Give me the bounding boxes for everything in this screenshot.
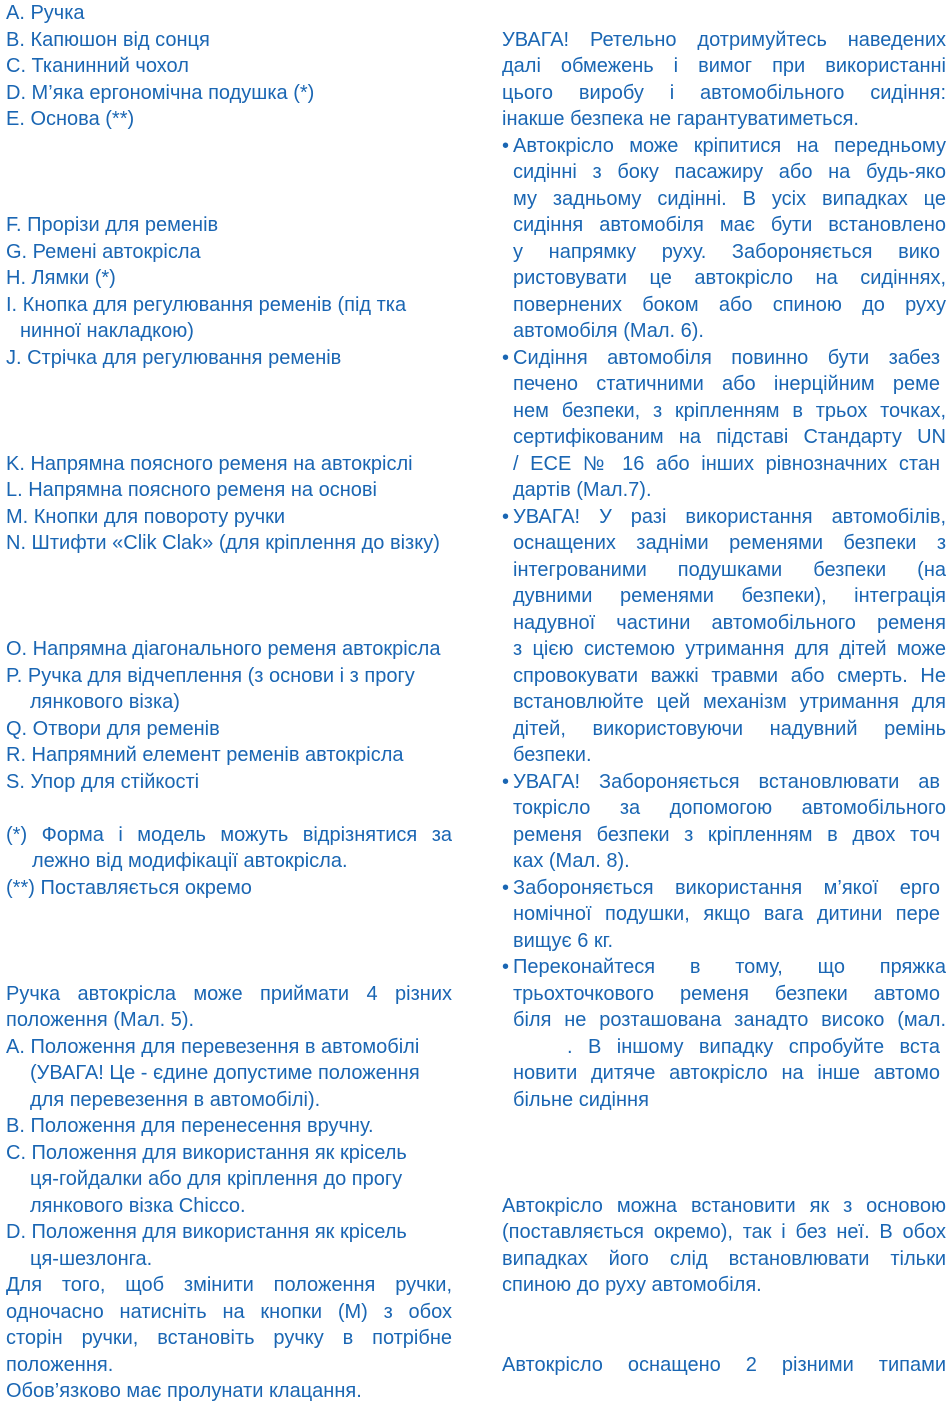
bullet-line: інтегрованими подушками безпеки (на <box>513 558 946 581</box>
position-item-continued: ця-шезлонга. <box>30 1247 153 1270</box>
bullet-line: біля не розташована занадто високо (мал. <box>513 1009 946 1031</box>
paragraph-line: Для того, щоб змінити положення ручки, <box>6 1274 452 1296</box>
bullet-line: нем безпеки, з кріпленням в трьох точках, <box>513 399 946 422</box>
bullet-line: сидіння автомобіля має бути встановлено <box>513 214 946 236</box>
bullet-line: з цією системою утримання для дітей може <box>513 638 946 660</box>
component-item: R. Напрямний елемент ременів автокрісла <box>6 744 404 766</box>
spacer <box>502 1299 946 1352</box>
footnote-continued: лежно від модифікації автокрісла. <box>32 850 348 872</box>
bullet-line: повернених боком або спиною до руху <box>513 293 946 316</box>
component-item: P. Ручка для відчеплення (з основи і з прогу <box>6 664 415 687</box>
bullet-line: сертифікованим на підставі Стандарту UN <box>513 426 946 448</box>
bullet-line: спровокувати важкі травми або смерть. Не <box>513 664 946 687</box>
bullet-line: номічної подушки, якщо вага дитини пере <box>513 903 940 925</box>
component-item: M. Кнопки для повороту ручки <box>6 505 286 528</box>
bullet-line: новити дитяче автокрісло на інше автомо <box>513 1062 940 1084</box>
component-item: A. Ручка <box>6 2 85 24</box>
position-item: A. Положення для перевезення в автомобілі <box>6 1035 420 1058</box>
spacer <box>6 371 452 451</box>
component-item-continued: лянкового візка) <box>30 691 180 713</box>
bullet-line: дартів (Мал.7). <box>513 479 652 501</box>
spacer <box>6 795 452 822</box>
bullet-line: ристовувати це автокрісло на сидіннях, <box>513 267 946 289</box>
bullet-line: Сидіння автомобіля повинно бути забез <box>513 346 940 369</box>
footnote: (*) Форма і модель можуть відрізнятися за <box>6 823 452 846</box>
component-item: N. Штифти «Clik Clak» (для кріплення до візку) <box>6 532 440 554</box>
components-list-a <box>6 0 452 133</box>
component-item: E. Основа (**) <box>6 108 135 130</box>
bullet-icon: • <box>502 876 510 899</box>
bullet-line: оснащених задніми ременями безпеки з <box>513 532 946 554</box>
paragraph-line: Обов’язково має пролунати клацання. <box>6 1380 362 1402</box>
position-item-continued: для перевезення в автомобілі). <box>30 1088 321 1111</box>
paragraph-line: інакше безпека не гарантуватиметься. <box>502 108 859 130</box>
component-item: I. Кнопка для регулювання ременів (під тка <box>6 293 407 316</box>
position-item-continued: лянкового візка Chicco. <box>30 1194 246 1217</box>
bullet-line: . В іншому випадку спробуйте вста <box>567 1035 940 1058</box>
footnote: (**) Поставляється окремо <box>6 876 252 899</box>
spacer <box>6 901 452 981</box>
position-item: B. Положення для перенесення вручну. <box>6 1115 374 1137</box>
bullet-line: автомобіля (Мал. 6). <box>513 320 704 342</box>
bullet-item <box>502 133 946 345</box>
component-item: D. М’яка ергономічна подушка (*) <box>6 81 315 104</box>
component-item: L. Напрямна поясного ременя на основі <box>6 479 377 501</box>
paragraph-line: Ручка автокрісла може приймати 4 різних <box>6 982 452 1005</box>
component-item: J. Стрічка для регулювання ременів <box>6 346 342 369</box>
belt-types-intro <box>502 1352 946 1379</box>
paragraph-line: Автокрісло можна встановити як з основою <box>502 1194 946 1217</box>
component-item: H. Лямки (*) <box>6 267 116 289</box>
bullet-line: Забороняється використання м’якої ерго <box>513 876 940 899</box>
paragraph-line: цього виробу і автомобільного сидіння: <box>502 81 946 104</box>
components-list-d <box>6 636 452 795</box>
bullet-line: сидінні з боку пасажиру або на будь-яко <box>513 161 946 183</box>
position-item-continued: (УВАГА! Це - єдине допустиме положення <box>30 1062 420 1084</box>
bullet-line: ременя безпеки з кріпленням в двох точ <box>513 823 940 846</box>
bullet-line: токрісло за допомогою автомобільного <box>513 797 946 819</box>
bullet-item <box>502 875 946 955</box>
paragraph-line: сторін ручки, встановіть ручку в потрібне <box>6 1327 452 1349</box>
base-installation-text <box>502 1193 946 1299</box>
component-item: O. Напрямна діагонального ременя автокрісла <box>6 638 441 660</box>
bullet-line: надувної частини автомобільного ременя <box>513 611 946 634</box>
bullet-item <box>502 504 946 769</box>
bullet-item <box>502 954 946 1113</box>
bullet-item <box>502 345 946 504</box>
component-item-continued: нинної накладкою) <box>20 320 194 342</box>
spacer <box>6 133 452 213</box>
component-item: B. Капюшон від сонця <box>6 28 210 51</box>
warning-intro <box>502 27 946 133</box>
bullet-item <box>502 769 946 875</box>
bullet-line: му задньому сидінні. В усіх випадках це <box>513 187 946 210</box>
bullet-icon: • <box>502 346 510 369</box>
paragraph-line: Автокрісло оснащено 2 різними типами <box>502 1353 946 1376</box>
bullet-line: Переконайтеся в тому, що пряжка <box>513 956 946 978</box>
bullet-line: дувними ременями безпеки), інтеграція <box>513 585 946 607</box>
bullet-line: дітей, використовуючи надувний ремінь <box>513 717 946 740</box>
bullet-line: ках (Мал. 8). <box>513 850 630 872</box>
bullet-line: вищує 6 кг. <box>513 929 614 952</box>
paragraph-line: (поставляється окремо), так і без неї. В обох <box>502 1221 946 1243</box>
bullet-line: більне сидіння <box>513 1088 649 1111</box>
paragraph-line: одночасно натисніть на кнопки (M) з обох <box>6 1300 452 1323</box>
bullet-line: печено статичними або інерційним реме <box>513 373 940 395</box>
paragraph-line: спиною до руху автомобіля. <box>502 1274 762 1296</box>
paragraph-line: далі обмежень і вимог при використанні <box>502 55 946 77</box>
component-item: F. Прорізи для ременів <box>6 214 219 236</box>
bullet-line: / ECE № 16 або інших рівнозначних стан <box>513 452 940 475</box>
footnotes <box>6 822 452 902</box>
bullet-line: УВАГА! Забороняється встановлювати ав <box>513 770 940 793</box>
paragraph-line: випадках його слід встановлювати тільки <box>502 1247 946 1270</box>
position-item: D. Положення для використання як крісель <box>6 1221 407 1243</box>
components-list-c <box>6 451 452 557</box>
bullet-line: встановлюйте цей механізм утримання для <box>513 691 946 713</box>
paragraph-line: УВАГА! Ретельно дотримуйтесь наведених <box>502 28 946 51</box>
paragraph-line: положення (Мал. 5). <box>6 1009 195 1031</box>
bullet-line: трьохточкового ременя безпеки автомо <box>513 982 940 1005</box>
bullet-icon: • <box>502 956 510 978</box>
position-item: C. Положення для використання як крісель <box>6 1141 407 1164</box>
handle-positions-section <box>6 981 452 1405</box>
bullet-line: Автокрісло може кріпитися на передньому <box>513 134 946 157</box>
left-column <box>6 0 452 1405</box>
position-item-continued: ця-гойдалки або для кріплення до прогу <box>30 1168 403 1190</box>
component-item: G. Ремені автокрісла <box>6 240 201 263</box>
bullet-icon: • <box>502 770 510 793</box>
component-item: K. Напрямна поясного ременя на автокріслі <box>6 452 413 475</box>
bullet-icon: • <box>502 505 510 528</box>
component-item: C. Тканинний чохол <box>6 55 189 77</box>
spacer <box>502 1113 946 1193</box>
spacer <box>6 557 452 637</box>
right-column <box>502 27 946 1379</box>
components-list-b <box>6 212 452 371</box>
bullet-line: безпеки. <box>513 744 592 766</box>
bullet-line: у напрямку руху. Забороняється вико <box>513 240 940 263</box>
paragraph-line: положення. <box>6 1353 114 1376</box>
bullet-line: УВАГА! У разі використання автомобілів, <box>513 505 946 528</box>
component-item: Q. Отвори для ременів <box>6 717 220 740</box>
bullet-icon: • <box>502 134 510 157</box>
component-item: S. Упор для стійкості <box>6 770 200 793</box>
